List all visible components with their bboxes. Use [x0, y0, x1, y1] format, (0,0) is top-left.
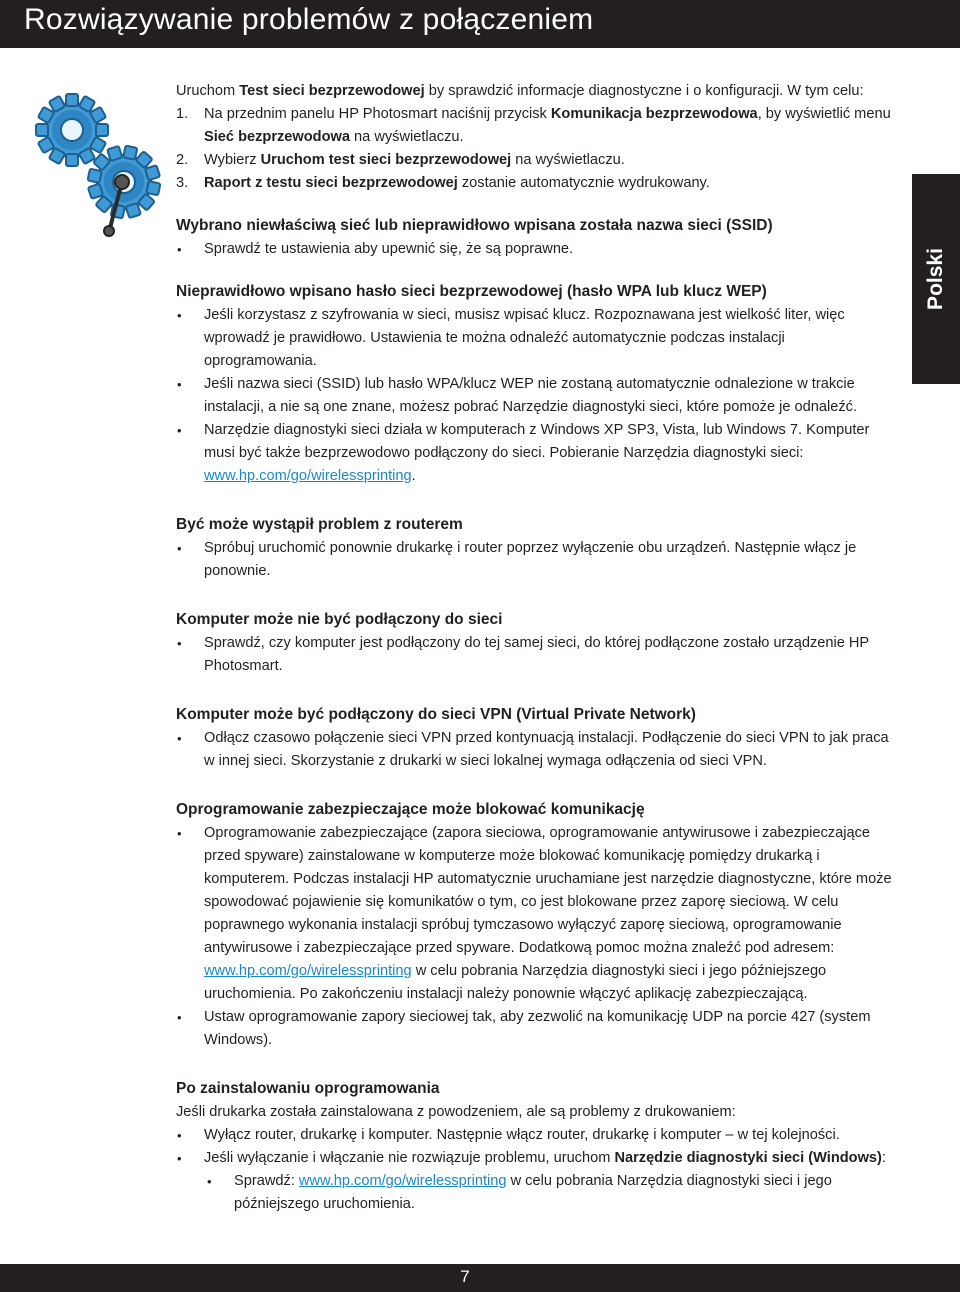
bullet-list — [176, 727, 901, 773]
list-item: • Narzędzie diagnostyki sieci działa w komputerach z Windows XP SP3, Vista, lub Windows 7. Komputer musi być także bezprzewodowo podłączony do sieci. Pobieranie Narzędzia diagnostyki sieci: www.hp.com/go/wirelessprinting. — [176, 419, 901, 488]
list-item: • Sprawdź te ustawienia aby upewnić się, że są poprawne. — [176, 238, 901, 261]
list-item: • Oprogramowanie zabezpieczające (zapora sieciowa, oprogramowanie antywirusowe i zabezpieczające przed spyware) zainstalowane w komputerze może blokować komunikację pomiędzy drukarką i komputerem. Podczas instalacji HP automatycznie uruchamiane jest narzędzie diagnostyczne, które może spowodować pojawienie się komunikatów o tym, co jest blokowane przez zaporę sieciową. W celu poprawnego wykonania instalacji spróbuj tymczasowo wyłączyć zaporę sieciową, oprogramowanie antywirusowe i zabezpieczające przed spyware. Dodatkową pomoc można znaleźć pod adresem: www.hp.com/go/wirelessprinting w celu pobrania Narzędzia diagnostyki sieci i jego późniejszego uruchomienia. Po zakończeniu instalacji należy ponownie włączyć aplikację zabezpieczającą. — [176, 822, 901, 1006]
steps-list — [176, 103, 901, 195]
step-item: 1. Na przednim panelu HP Photosmart naciśnij przycisk Komunikacja bezprzewodowa, by wyświetlić menu Sieć bezprzewodowa na wyświetlaczu. — [176, 106, 891, 145]
list-item: • Sprawdź, czy komputer jest podłączony do tej samej sieci, do której podłączone zostało urządzenie HP Photosmart. — [176, 632, 901, 678]
section-heading: Komputer może nie być podłączony do sieci — [176, 611, 503, 628]
section-heading: Po zainstalowaniu oprogramowania — [176, 1080, 440, 1097]
section-heading: Wybrano niewłaściwą sieć lub nieprawidłowo wpisana została nazwa sieci (SSID) — [176, 217, 773, 234]
section-heading: Komputer może być podłączony do sieci VPN (Virtual Private Network) — [176, 706, 696, 723]
section-after-install — [176, 1077, 901, 1216]
section-not-connected — [176, 608, 901, 678]
language-label: Polski — [924, 248, 947, 310]
list-item: • Jeśli korzystasz z szyfrowania w sieci, musisz wpisać klucz. Rozpoznawana jest wielkość liter, więc wprowadź je prawidłowo. Ustawienia te można odnaleźć automatycznie podczas instalacji oprogramowania. — [176, 304, 901, 373]
list-item: • Jeśli nazwa sieci (SSID) lub hasło WPA/klucz WEP nie zostaną automatycznie odnalezione w trakcie instalacji, a nie są one znane, możesz pobrać Narzędzie diagnostyki sieci, które pomoże je odnaleźć. — [176, 373, 901, 419]
page-number: 7 — [460, 1267, 470, 1286]
wirelessprinting-link[interactable]: www.hp.com/go/wirelessprinting — [298, 1173, 507, 1189]
main-content — [176, 80, 901, 1216]
bullet-list — [176, 537, 901, 583]
section-intro: Jeśli drukarka została zainstalowana z powodzeniem, ale są problemy z drukowaniem: — [176, 1104, 736, 1120]
list-item: • Jeśli wyłączanie i włączanie nie rozwiązuje problemu, uruchom Narzędzie diagnostyki sieci (Windows): — [176, 1147, 901, 1170]
list-item: • Spróbuj uruchomić ponownie drukarkę i router poprzez wyłączenie obu urządzeń. Następnie włącz je ponownie. — [176, 537, 901, 583]
gears-icon — [14, 78, 170, 238]
section-router — [176, 513, 901, 583]
section-security — [176, 798, 901, 1052]
bullet-list — [176, 238, 901, 261]
bullet-list — [176, 822, 901, 1052]
sub-bullet-list — [176, 1170, 901, 1216]
list-item: • Wyłącz router, drukarkę i komputer. Następnie włącz router, drukarkę i komputer – w tej kolejności. — [176, 1124, 901, 1147]
intro-section — [176, 80, 901, 195]
wirelessprinting-link[interactable]: www.hp.com/go/wirelessprinting — [204, 963, 412, 979]
step-item: 3. Raport z testu sieci bezprzewodowej zostanie automatycznie wydrukowany. — [176, 175, 710, 191]
section-heading: Oprogramowanie zabezpieczające może blokować komunikację — [176, 801, 645, 818]
section-vpn — [176, 703, 901, 773]
page-title: Rozwiązywanie problemów z połączeniem — [24, 3, 594, 36]
page-footer — [0, 1264, 960, 1292]
page-header — [0, 0, 960, 48]
section-heading: Nieprawidłowo wpisano hasło sieci bezprzewodowej (hasło WPA lub klucz WEP) — [176, 283, 767, 300]
bullet-list — [176, 304, 901, 488]
section-ssid — [176, 214, 901, 261]
step-item: 2. Wybierz Uruchom test sieci bezprzewodowej na wyświetlaczu. — [176, 152, 625, 168]
intro-text: Uruchom Test sieci bezprzewodowej by sprawdzić informacje diagnostyczne i o konfiguracji. W tym celu: — [176, 83, 864, 99]
section-heading: Być może wystąpił problem z routerem — [176, 516, 463, 533]
section-wep — [176, 280, 901, 488]
list-item: • Odłącz czasowo połączenie sieci VPN przed kontynuacją instalacji. Podłączenie do sieci VPN to jak praca w innej sieci. Skorzystanie z drukarki w sieci lokalnej wymaga odłączenia od sieci VPN. — [176, 727, 901, 773]
bullet-list — [176, 1124, 901, 1170]
bullet-list — [176, 632, 901, 678]
list-item: • Ustaw oprogramowanie zapory sieciowej tak, aby zezwolić na komunikację UDP na porcie 427 (system Windows). — [176, 1006, 901, 1052]
list-item: • Sprawdź: www.hp.com/go/wirelessprinting w celu pobrania Narzędzia diagnostyki sieci i jego późniejszego uruchomienia. — [176, 1170, 901, 1216]
language-tab — [912, 174, 960, 384]
wirelessprinting-link[interactable]: www.hp.com/go/wirelessprinting — [204, 468, 412, 484]
